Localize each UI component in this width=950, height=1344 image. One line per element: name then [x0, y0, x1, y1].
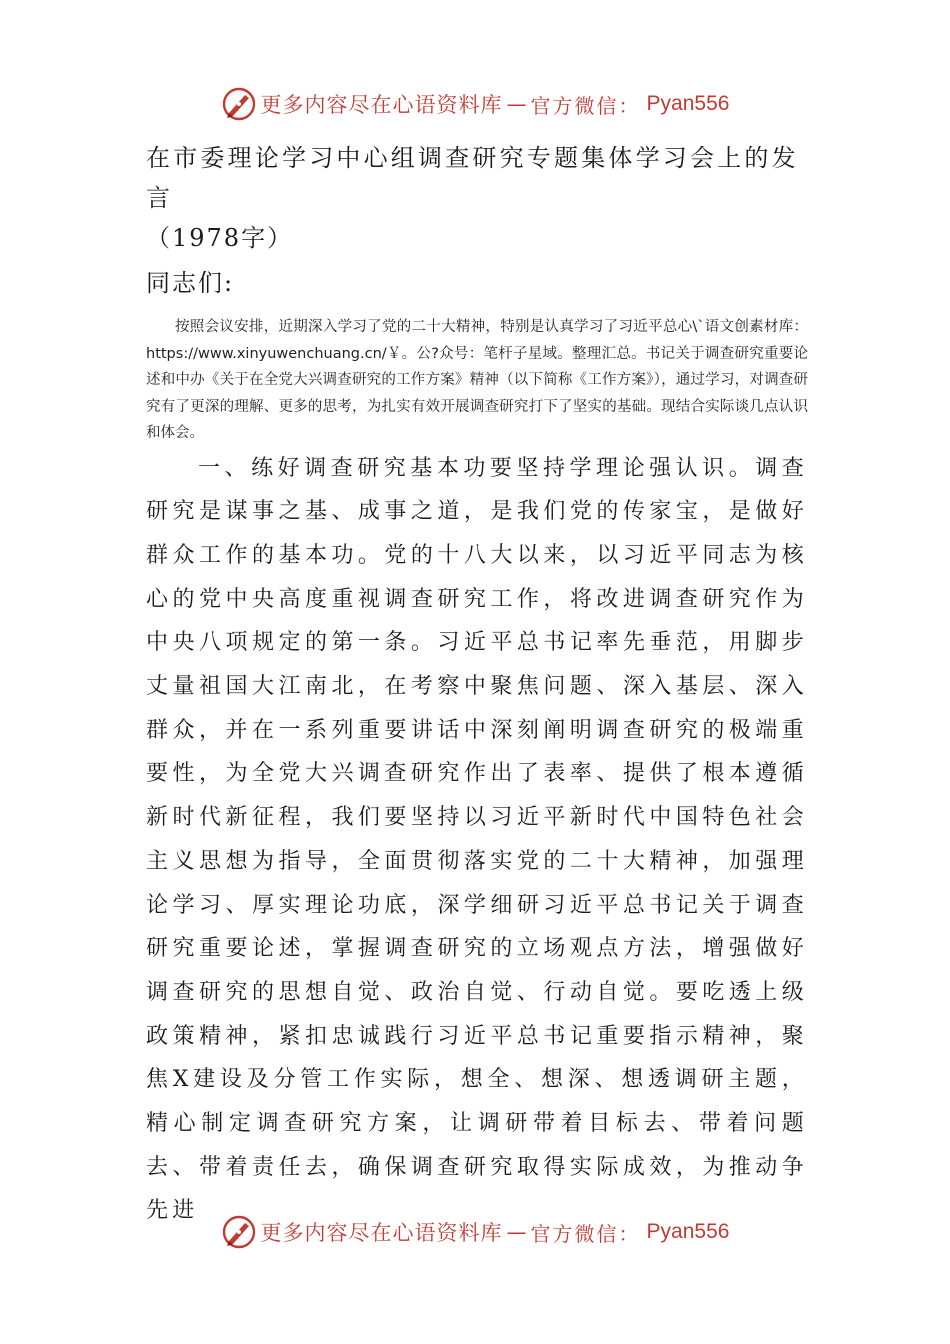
banner-wechat-label: 官方微信：	[530, 93, 641, 118]
footer-banner	[0, 1212, 950, 1252]
banner-wechat-label: 官方微信：	[530, 1221, 641, 1246]
pen-logo-icon	[221, 86, 257, 122]
banner-wechat-id: Pyan556	[646, 1220, 730, 1243]
document-body	[146, 138, 808, 1233]
banner-brand: 更多内容尽在心语资料库	[260, 93, 503, 117]
document-title: 在市委理论学习中心组调查研究专题集体学习会上的发言	[146, 144, 799, 212]
word-count: （1978字）	[146, 224, 294, 252]
paragraph-1: 一、练好调查研究基本功要坚持学理论强认识。调查研究是谋事之基、成事之道，是我们党的传家宝，是做好群众工作的基本功。党的十八大以来，以习近平同志为核心的党中央高度重视调查研究工作，将改进调查研究作为中央八项规定的第一条。习近平总书记率先垂范，用脚步丈量祖国大江南北，在考察中聚焦问题、深入基层、深入群众，并在一系列重要讲话中深刻阐明调查研究的极端重要性，为全党大兴调查研究作出了表率、提供了根本遵循新时代新征程，我们要坚持以习近平新时代中国特色社会主义思想为指导，全面贯彻落实党的二十大精神，加强理论学习、厚实理论功底，深学细研习近平总书记关于调查研究重要论述，掌握调查研究的立场观点方法，增强做好调查研究的思想自觉、政治自觉、行动自觉。要吃透上级政策精神，紧扣忠诚践行习近平总书记重要指示精神，聚焦X建设及分管工作实际，想全、想深、想透调研主题，精心制定调查研究方案，让调研带着目标去、带着问题去、带着责任去，确保调查研究取得实际成效，为推动争先进	[146, 455, 808, 1224]
banner-brand: 更多内容尽在心语资料库	[260, 1221, 503, 1245]
banner-separator: —	[506, 92, 527, 116]
pen-logo-icon	[221, 1214, 257, 1250]
header-banner	[0, 84, 950, 124]
banner-separator: —	[506, 1220, 527, 1244]
banner-wechat-id: Pyan556	[646, 92, 730, 115]
intro-paragraph: 按照会议安排，近期深入学习了党的二十大精神，特别是认真学习了习近平总心\`语文创素材库：https://www.xinyuwenchuang.cn/￥。公?众号：笔杆子星域。整理汇总。书记关于调查研究重要论述和中办《关于在全党大兴调查研究的工作方案》精神（以下简称《工作方案》），通过学习，对调查研究有了更深的理解、更多的思考，为扎实有效开展调查研究打下了坚实的基础。现结合实际谈几点认识和体会。	[146, 319, 808, 441]
greeting: 同志们:	[146, 269, 235, 297]
